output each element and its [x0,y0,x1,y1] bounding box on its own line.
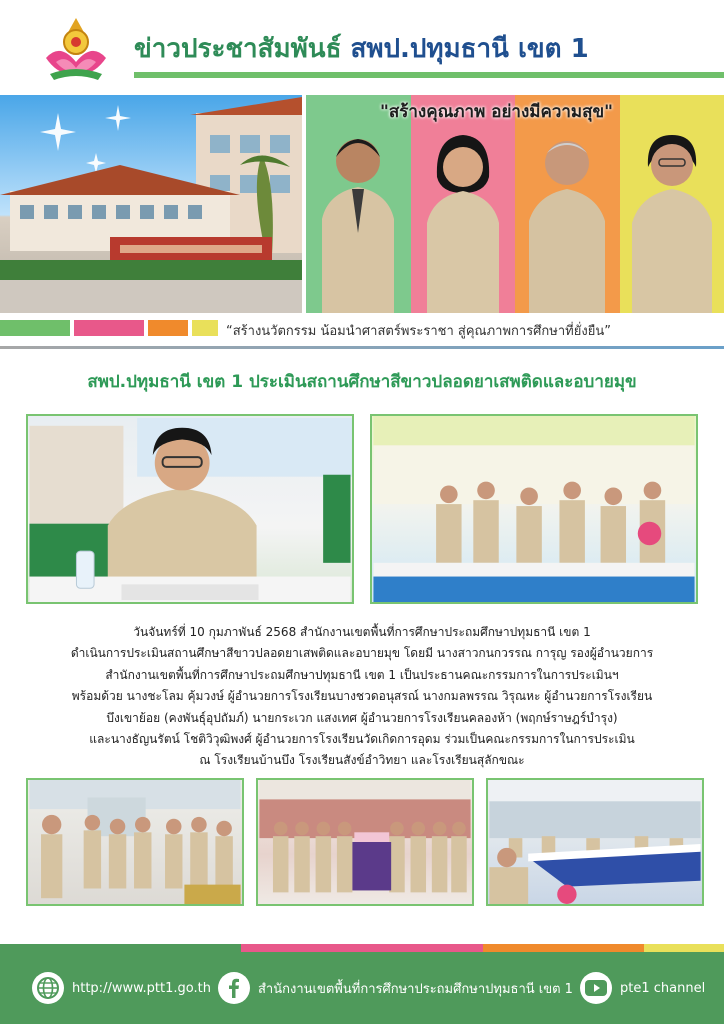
executive-photo-4 [628,123,716,313]
photo-group-stage [256,778,474,906]
header-divider [134,72,724,78]
article-body [30,622,694,772]
footer [0,952,724,1024]
body-line: และนางธัญนรัตน์ โชติวิวุฒิพงศ์ ผู้อำนวยการโรงเรียนวัดเกิดการอุดม ร่วมเป็นคณะกรรมการในการประเมิน [89,732,635,747]
group-outdoor-scene [28,780,242,904]
executive-photo-3 [523,123,611,313]
stripe-yellow [192,320,218,336]
body-line: สำนักงานเขตพื้นที่การศึกษาประถมศึกษาปทุมธานี เขต 1 เป็นประธานคณะกรรมการในการประเมินฯ [105,667,619,682]
motto-divider [0,346,724,349]
youtube-icon [580,972,612,1004]
body-line: ดำเนินการประเมินสถานศึกษาสีขาวปลอดยาเสพติดและอบายมุข โดยมี นางสาวกนกวรรณ การุญ รองผู้อำนวยการ [70,646,654,661]
group-stage-scene [258,780,472,904]
footer-facebook[interactable] [218,972,573,1004]
footer-youtube[interactable] [580,972,705,1004]
title-news: ข่าวประชาสัมพันธ์ [134,34,342,64]
footer-stripes [0,944,724,952]
website-link[interactable]: http://www.ptt1.go.th [72,980,211,996]
panel-orange [515,95,620,313]
building-illustration [0,95,302,313]
globe-icon [32,972,64,1004]
body-line: วันจันทร์ที่ 10 กุมภาพันธ์ 2568 สำนักงานเขตพื้นที่การศึกษาประถมศึกษาปทุมธานี เขต 1 [133,625,591,639]
body-line: ณ โรงเรียนบ้านบึง โรงเรียนสังข์อำวิทยา และโรงเรียนสุลักขณะ [199,753,525,768]
stripe-orange [148,320,188,336]
photo-chairperson [26,414,354,604]
stripe-pink [74,320,144,336]
foot-stripe-pink [241,944,482,952]
meeting-room-scene [488,780,702,904]
body-line: บึงเขาย้อย (คงพันธุ์อุปถัมภ์) นายกระเวก แสงเทศ ผู้อำนวยการโรงเรียนคลองห้า (พฤกษ์ราษฎร์บำรุง) [106,710,618,725]
executives-panel [306,95,724,313]
motto: “สร้างนวัตกรรม น้อมนำศาสตร์พระราชา สู่คุณภาพการศึกษาที่ยั่งยืน” [226,324,611,339]
photo-group-outdoor [26,778,244,906]
foot-stripe-green [0,944,241,952]
page-title [134,28,589,69]
header [0,0,724,92]
facebook-page-name[interactable]: สำนักงานเขตพื้นที่การศึกษาประถมศึกษาปทุมธานี เขต 1 [258,981,573,997]
facebook-icon [218,972,250,1004]
banner [0,95,724,313]
panel-yellow [620,95,724,313]
youtube-channel[interactable]: pte1 channel [620,980,706,996]
photo-meeting-room [486,778,704,906]
panel-pink [411,95,516,313]
office-building-photo [0,95,302,313]
panel-green [306,95,411,313]
body-line: พร้อมด้วย นางชะโลม คุ้มวงษ์ ผู้อำนวยการโรงเรียนบางชวดอนุสรณ์ นางกมลพรรณ วิรุณหะ ผู้อำนวยการโรงเรียน [71,689,653,704]
obec-logo [40,12,112,84]
foot-stripe-orange [483,944,644,952]
article-headline: สพป.ปทุมธานี เขต 1 ประเมินสถานศึกษาสีขาวปลอดยาเสพติดและอบายมุข [87,372,637,392]
stripe-green [0,320,70,336]
footer-website[interactable] [32,972,211,1004]
photo-committee [370,414,698,604]
committee-scene [372,416,696,602]
foot-stripe-yellow [644,944,724,952]
executive-photo-1 [314,123,402,313]
slogan: "สร้างคุณภาพ อย่างมีความสุข" [380,102,613,122]
chairperson-scene [28,416,352,602]
title-office: สพป.ปทุมธานี เขต 1 [350,34,589,64]
executive-photo-2 [419,123,507,313]
